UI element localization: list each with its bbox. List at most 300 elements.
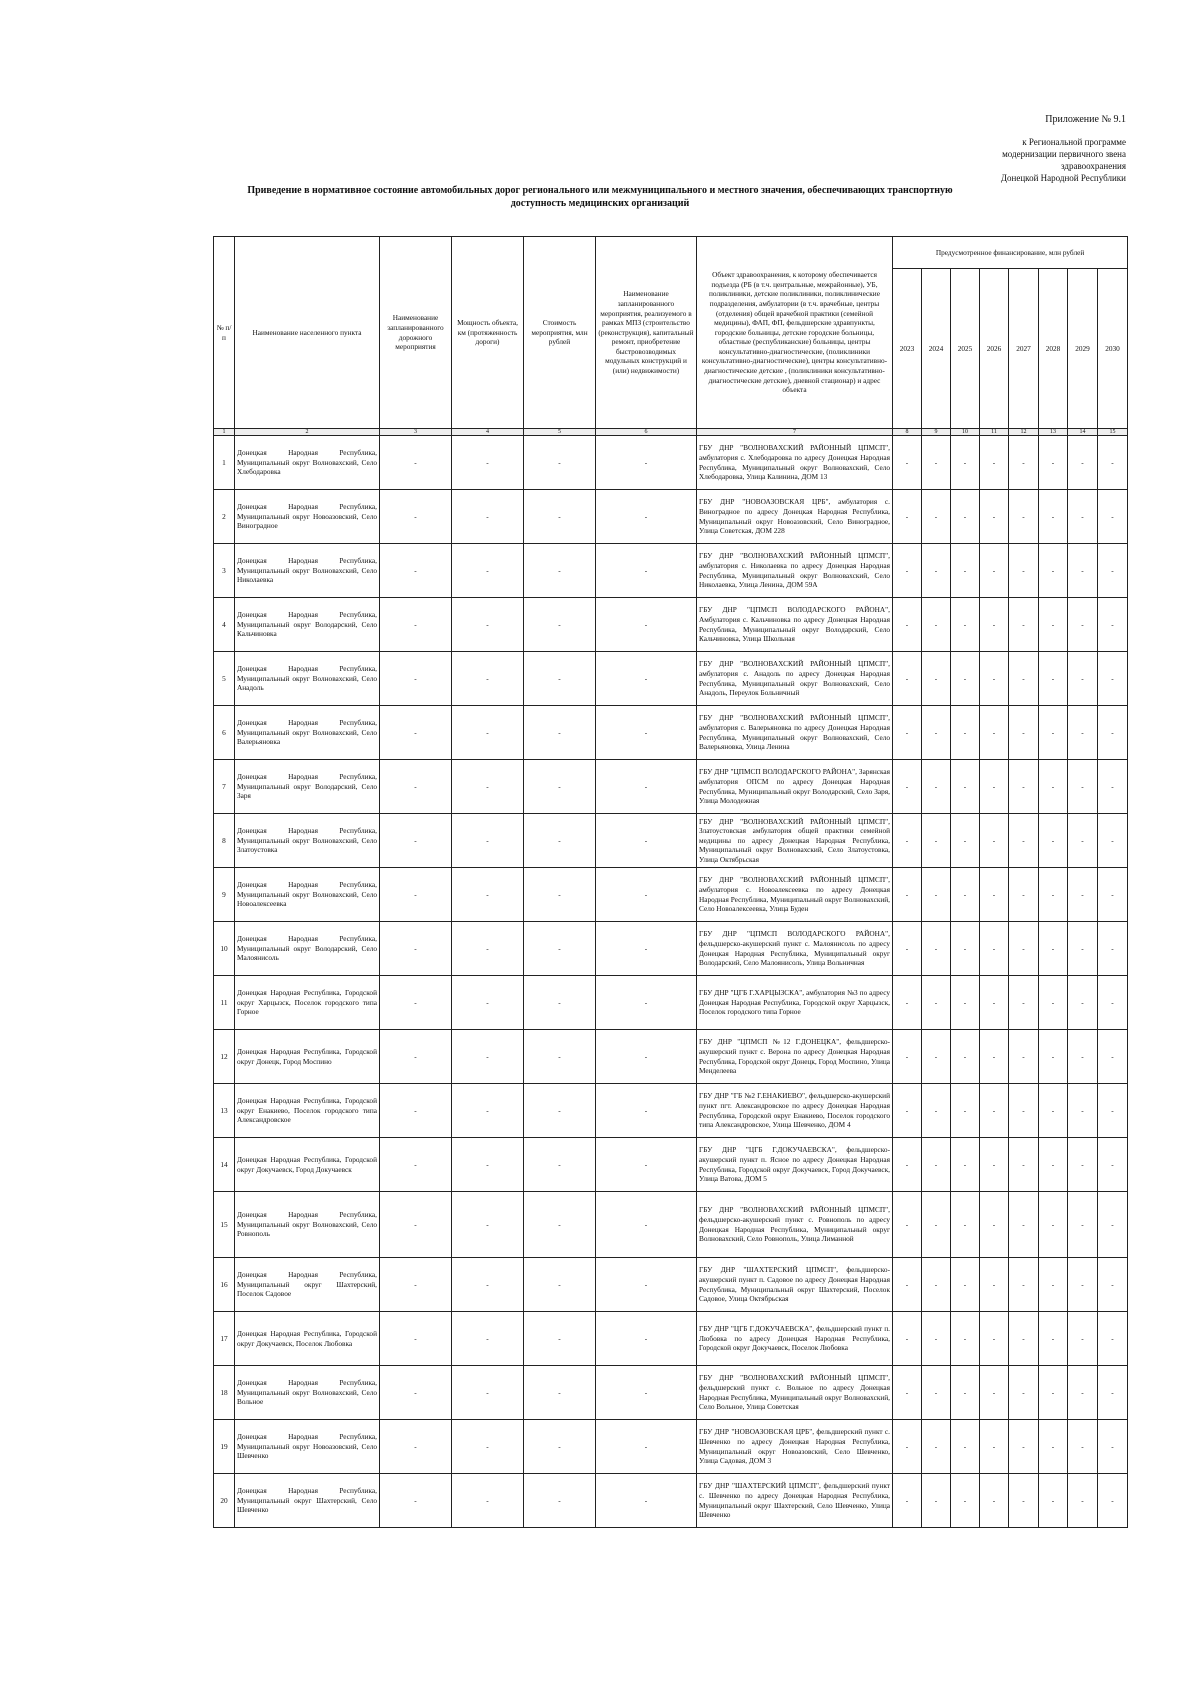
financing-cell: - (1009, 814, 1039, 868)
financing-cell: - (893, 436, 922, 490)
financing-cell: - (1039, 868, 1068, 922)
financing-cell: - (1098, 868, 1128, 922)
settlement-cell: Донецкая Народная Республика, Муниципальный округ Волновахский, Село Новоалексеевка (235, 868, 380, 922)
financing-cell: - (922, 490, 951, 544)
financing-cell: - (1068, 1030, 1098, 1084)
financing-cell: - (922, 1138, 951, 1192)
health-object-cell: ГБУ ДНР "ЦПМСП ВОЛОДАРСКОГО РАЙОНА", Зарянская амбулатория ОПСМ по адресу Донецкая Народная Республика, Муниципальный округ Володарский, Село Заря, Улица Молодежная (697, 760, 893, 814)
financing-cell: - (893, 814, 922, 868)
road-event-cell: - (380, 922, 452, 976)
table-row (214, 922, 1128, 976)
financing-cell: - (951, 922, 980, 976)
header-cost: Стоимость мероприятия, млн рублей (524, 237, 596, 429)
road-event-cell: - (380, 1474, 452, 1528)
financing-cell: - (893, 544, 922, 598)
capacity-cell: - (452, 922, 524, 976)
mpz-event-cell: - (596, 1420, 697, 1474)
column-number: 15 (1098, 429, 1128, 436)
financing-cell: - (1098, 1030, 1128, 1084)
financing-cell: - (951, 1138, 980, 1192)
table-row (214, 1366, 1128, 1420)
mpz-event-cell: - (596, 976, 697, 1030)
settlement-cell: Донецкая Народная Республика, Городской округ Докучаевск, Поселок Любовка (235, 1312, 380, 1366)
financing-cell: - (980, 1030, 1009, 1084)
road-event-cell: - (380, 814, 452, 868)
health-object-cell: ГБУ ДНР "ЦПМСП №12 Г.ДОНЕЦКА", фельдшерско-акушерский пункт с. Верона по адресу Донецкая Народная Республика, Городской округ Донецк, Город Моспино, Улица Менделеева (697, 1030, 893, 1084)
financing-cell: - (1039, 544, 1068, 598)
financing-cell: - (980, 490, 1009, 544)
financing-cell: - (1009, 1138, 1039, 1192)
column-number: 10 (951, 429, 980, 436)
financing-cell: - (951, 1474, 980, 1528)
appendix-line: к Региональной программе (1022, 137, 1126, 147)
row-number: 16 (214, 1258, 235, 1312)
financing-cell: - (951, 1258, 980, 1312)
financing-cell: - (1068, 436, 1098, 490)
capacity-cell: - (452, 706, 524, 760)
road-event-cell: - (380, 544, 452, 598)
financing-cell: - (1039, 436, 1068, 490)
health-object-cell: ГБУ ДНР "ВОЛНОВАХСКИЙ РАЙОННЫЙ ЦПМСП", фельдшерский пункт с. Вольное по адресу Донецкая Народная Республика, Муниципальный округ Волновахский, Село Вольное, Улица Советская (697, 1366, 893, 1420)
financing-cell: - (1068, 1192, 1098, 1258)
financing-cell: - (1068, 598, 1098, 652)
financing-cell: - (951, 1084, 980, 1138)
financing-cell: - (922, 544, 951, 598)
column-number: 2 (235, 429, 380, 436)
row-number: 19 (214, 1420, 235, 1474)
mpz-event-cell: - (596, 868, 697, 922)
financing-cell: - (893, 1030, 922, 1084)
table-row (214, 760, 1128, 814)
financing-cell: - (1098, 1192, 1128, 1258)
road-event-cell: - (380, 868, 452, 922)
financing-cell: - (1098, 598, 1128, 652)
financing-cell: - (1009, 598, 1039, 652)
mpz-event-cell: - (596, 1312, 697, 1366)
header-object: Объект здравоохранения, к которому обеспечивается подъезда (РБ (в т.ч. центральные, межрайонные), УБ, поликлиники, детские поликлиники, поликлинические подразделения, амбулатории (в т.ч. врачебные, центры (отделения) общей врачебной практики (семейной медицины), ФАП, ФП, фельдшерские здравпункты, городские больницы, детские городские больницы, областные (республиканские) больницы, центры консультативно-диагностические, (поликлиники консультативно-диагностические), центры консультативно-диагностические детские , (поликлиники консультативно-диагностические детские), дневной стационар) и адрес объекта (697, 237, 893, 429)
financing-cell: - (893, 1084, 922, 1138)
financing-cell: - (1068, 706, 1098, 760)
row-number: 14 (214, 1138, 235, 1192)
row-number: 6 (214, 706, 235, 760)
financing-cell: - (922, 1474, 951, 1528)
financing-cell: - (1039, 652, 1068, 706)
financing-cell: - (1009, 706, 1039, 760)
header-num: № п/п (214, 237, 235, 429)
financing-cell: - (1098, 1474, 1128, 1528)
health-object-cell: ГБУ ДНР "ВОЛНОВАХСКИЙ РАЙОННЫЙ ЦПМСП", амбулатория с. Анадоль по адресу Донецкая Народная Республика, Муниципальный округ Волновахский, Село Анадоль, Переулок Больничный (697, 652, 893, 706)
financing-cell: - (893, 1420, 922, 1474)
financing-cell: - (1068, 922, 1098, 976)
financing-cell: - (980, 922, 1009, 976)
cost-cell: - (524, 814, 596, 868)
settlement-cell: Донецкая Народная Республика, Муниципальный округ Володарский, Село Заря (235, 760, 380, 814)
financing-cell: - (893, 1474, 922, 1528)
column-number: 7 (697, 429, 893, 436)
financing-cell: - (1009, 1474, 1039, 1528)
financing-cell: - (1039, 760, 1068, 814)
financing-cell: - (1098, 1366, 1128, 1420)
financing-cell: - (951, 868, 980, 922)
financing-cell: - (1009, 868, 1039, 922)
road-event-cell: - (380, 1030, 452, 1084)
capacity-cell: - (452, 1030, 524, 1084)
financing-cell: - (1039, 1138, 1068, 1192)
financing-cell: - (1098, 1138, 1128, 1192)
financing-cell: - (1009, 922, 1039, 976)
health-object-cell: ГБУ ДНР "ВОЛНОВАХСКИЙ РАЙОННЫЙ ЦПМСП", амбулатория с. Хлебодаровка по адресу Донецкая Народная Республика, Муниципальный округ Волновахский, Село Хлебодаровка, Улица Калинина, ДОМ 13 (697, 436, 893, 490)
settlement-cell: Донецкая Народная Республика, Муниципальный округ Волновахский, Село Златоустовка (235, 814, 380, 868)
financing-cell: - (893, 1366, 922, 1420)
road-event-cell: - (380, 652, 452, 706)
mpz-event-cell: - (596, 1030, 697, 1084)
table-row (214, 490, 1128, 544)
settlement-cell: Донецкая Народная Республика, Муниципальный округ Волновахский, Село Вольное (235, 1366, 380, 1420)
health-object-cell: ГБУ ДНР "НОВОАЗОВСКАЯ ЦРБ", амбулатория с. Виноградное по адресу Донецкая Народная Республика, Муниципальный округ Новоазовский, Село Виноградное, Улица Советская, ДОМ 228 (697, 490, 893, 544)
financing-cell: - (980, 1258, 1009, 1312)
settlement-cell: Донецкая Народная Республика, Городской округ Донецк, Город Моспино (235, 1030, 380, 1084)
financing-cell: - (980, 1312, 1009, 1366)
row-number: 20 (214, 1474, 235, 1528)
financing-cell: - (1009, 490, 1039, 544)
row-number: 11 (214, 976, 235, 1030)
column-number: 12 (1009, 429, 1039, 436)
settlement-cell: Донецкая Народная Республика, Муниципальный округ Новоазовский, Село Виноградное (235, 490, 380, 544)
mpz-event-cell: - (596, 490, 697, 544)
row-number: 10 (214, 922, 235, 976)
financing-cell: - (980, 976, 1009, 1030)
settlement-cell: Донецкая Народная Республика, Городской округ Енакиево, Поселок городского типа Александровское (235, 1084, 380, 1138)
mpz-event-cell: - (596, 544, 697, 598)
column-number: 14 (1068, 429, 1098, 436)
financing-cell: - (1098, 1084, 1128, 1138)
header-road-event: Наименование запланированного дорожного мероприятия (380, 237, 452, 429)
financing-cell: - (951, 436, 980, 490)
financing-cell: - (893, 922, 922, 976)
header-year: 2026 (980, 269, 1009, 429)
header-financing: Предусмотренное финансирование, млн рублей (893, 237, 1128, 269)
financing-cell: - (980, 1138, 1009, 1192)
financing-cell: - (1098, 652, 1128, 706)
header-year: 2030 (1098, 269, 1128, 429)
capacity-cell: - (452, 652, 524, 706)
health-object-cell: ГБУ ДНР "ЦГБ Г.ДОКУЧАЕВСКА", фельдшерско-акушерский пункт п. Ясное по адресу Донецкая Народная Республика, Городской округ Докучаевск, Город Докучаевск, Улица Ватова, ДОМ 5 (697, 1138, 893, 1192)
table-row (214, 598, 1128, 652)
financing-cell: - (893, 1312, 922, 1366)
road-event-cell: - (380, 706, 452, 760)
financing-cell: - (980, 868, 1009, 922)
financing-cell: - (1039, 976, 1068, 1030)
health-object-cell: ГБУ ДНР "ВОЛНОВАХСКИЙ РАЙОННЫЙ ЦПМСП", амбулатория с. Новоалексеевка по адресу Донецкая Народная Республика, Муниципальный округ Волновахский, Село Новоалексеевка, Улица Буден (697, 868, 893, 922)
mpz-event-cell: - (596, 1138, 697, 1192)
header-year: 2029 (1068, 269, 1098, 429)
table-row (214, 652, 1128, 706)
table-row (214, 544, 1128, 598)
row-number: 2 (214, 490, 235, 544)
column-number: 8 (893, 429, 922, 436)
road-event-cell: - (380, 1258, 452, 1312)
financing-cell: - (951, 976, 980, 1030)
financing-cell: - (1098, 1312, 1128, 1366)
financing-cell: - (1009, 1030, 1039, 1084)
financing-cell: - (1009, 1420, 1039, 1474)
financing-cell: - (922, 1030, 951, 1084)
appendix-line: Донецкой Народной Республики (1000, 173, 1126, 183)
cost-cell: - (524, 490, 596, 544)
table-row (214, 436, 1128, 490)
financing-cell: - (1068, 976, 1098, 1030)
financing-cell: - (1098, 922, 1128, 976)
financing-cell: - (1098, 706, 1128, 760)
capacity-cell: - (452, 1084, 524, 1138)
cost-cell: - (524, 652, 596, 706)
row-number: 9 (214, 868, 235, 922)
settlement-cell: Донецкая Народная Республика, Муниципальный округ Володарский, Село Кальчиновка (235, 598, 380, 652)
column-number: 3 (380, 429, 452, 436)
financing-cell: - (893, 760, 922, 814)
mpz-event-cell: - (596, 1258, 697, 1312)
financing-cell: - (980, 1366, 1009, 1420)
mpz-event-cell: - (596, 1192, 697, 1258)
table-row (214, 1192, 1128, 1258)
financing-cell: - (1098, 976, 1128, 1030)
financing-cell: - (1039, 598, 1068, 652)
financing-cell: - (1039, 1474, 1068, 1528)
capacity-cell: - (452, 1192, 524, 1258)
financing-cell: - (1098, 436, 1128, 490)
header-year: 2023 (893, 269, 922, 429)
health-object-cell: ГБУ ДНР "ВОЛНОВАХСКИЙ РАЙОННЫЙ ЦПМСП", амбулатория с. Николаевка по адресу Донецкая Народная Республика, Муниципальный округ Волновахский, Село Николаевка, Улица Ленина, ДОМ 59А (697, 544, 893, 598)
financing-cell: - (922, 1084, 951, 1138)
capacity-cell: - (452, 1258, 524, 1312)
cost-cell: - (524, 436, 596, 490)
appendix-line: здравоохранения (1060, 161, 1126, 171)
mpz-event-cell: - (596, 814, 697, 868)
cost-cell: - (524, 1192, 596, 1258)
header-year: 2027 (1009, 269, 1039, 429)
financing-cell: - (893, 868, 922, 922)
capacity-cell: - (452, 1474, 524, 1528)
financing-cell: - (1098, 814, 1128, 868)
financing-cell: - (1068, 760, 1098, 814)
financing-cell: - (1009, 436, 1039, 490)
financing-cell: - (893, 1192, 922, 1258)
financing-cell: - (1068, 1366, 1098, 1420)
financing-cell: - (893, 706, 922, 760)
cost-cell: - (524, 1474, 596, 1528)
cost-cell: - (524, 1312, 596, 1366)
health-object-cell: ГБУ ДНР "ШАХТЕРСКИЙ ЦПМСП", фельдшерско-акушерский пункт п. Садовое по адресу Донецкая Народная Республика, Муниципальный округ Шахтерский, Поселок Садовое, Улица Октябрьская (697, 1258, 893, 1312)
financing-cell: - (980, 814, 1009, 868)
cost-cell: - (524, 1258, 596, 1312)
row-number: 15 (214, 1192, 235, 1258)
road-event-cell: - (380, 490, 452, 544)
financing-cell: - (1009, 760, 1039, 814)
cost-cell: - (524, 1084, 596, 1138)
financing-cell: - (980, 598, 1009, 652)
financing-cell: - (951, 814, 980, 868)
financing-cell: - (1068, 1420, 1098, 1474)
financing-cell: - (951, 760, 980, 814)
cost-cell: - (524, 1138, 596, 1192)
appendix-note (826, 114, 1126, 184)
health-object-cell: ГБУ ДНР "ШАХТЕРСКИЙ ЦПМСП", фельдшерский пункт с. Шевченко по адресу Донецкая Народная Республика, Муниципальный округ Шахтерский, Село Шевченко, Улица Шевченко (697, 1474, 893, 1528)
table-row (214, 1420, 1128, 1474)
column-number: 5 (524, 429, 596, 436)
financing-cell: - (1098, 1258, 1128, 1312)
settlement-cell: Донецкая Народная Республика, Муниципальный округ Шахтерский, Село Шевченко (235, 1474, 380, 1528)
financing-cell: - (1039, 1084, 1068, 1138)
financing-cell: - (1039, 490, 1068, 544)
table-row (214, 706, 1128, 760)
settlement-cell: Донецкая Народная Республика, Муниципальный округ Волновахский, Село Хлебодаровка (235, 436, 380, 490)
cost-cell: - (524, 1366, 596, 1420)
financing-cell: - (951, 544, 980, 598)
financing-cell: - (1009, 1084, 1039, 1138)
financing-cell: - (980, 1474, 1009, 1528)
financing-cell: - (1098, 490, 1128, 544)
financing-cell: - (893, 976, 922, 1030)
financing-cell: - (1098, 760, 1128, 814)
capacity-cell: - (452, 1312, 524, 1366)
financing-cell: - (980, 652, 1009, 706)
health-object-cell: ГБУ ДНР "ВОЛНОВАХСКИЙ РАЙОННЫЙ ЦПМСП", фельдшерско-акушерский пункт с. Ровнополь по адресу Донецкая Народная Республика, Муниципальный округ Волновахский, Село Ровнополь, Улица Лиманной (697, 1192, 893, 1258)
row-number: 3 (214, 544, 235, 598)
financing-cell: - (951, 1366, 980, 1420)
financing-cell: - (951, 652, 980, 706)
financing-cell: - (922, 1366, 951, 1420)
settlement-cell: Донецкая Народная Республика, Муниципальный округ Волновахский, Село Валерьяновка (235, 706, 380, 760)
financing-cell: - (951, 598, 980, 652)
mpz-event-cell: - (596, 706, 697, 760)
mpz-event-cell: - (596, 1084, 697, 1138)
financing-cell: - (1039, 1192, 1068, 1258)
cost-cell: - (524, 1420, 596, 1474)
capacity-cell: - (452, 1366, 524, 1420)
financing-cell: - (1009, 1366, 1039, 1420)
header-year: 2028 (1039, 269, 1068, 429)
road-event-cell: - (380, 1366, 452, 1420)
road-event-cell: - (380, 760, 452, 814)
financing-cell: - (951, 1420, 980, 1474)
financing-cell: - (922, 1420, 951, 1474)
financing-cell: - (1068, 868, 1098, 922)
financing-cell: - (1039, 1312, 1068, 1366)
health-object-cell: ГБУ ДНР "ЦПМСП ВОЛОДАРСКОГО РАЙОНА", фельдшерско-акушерский пункт с. Малоянисоль по адресу Донецкая Народная Республика, Муниципальный округ Володарский, Село Малоянисоль, Улица Вольничная (697, 922, 893, 976)
financing-cell: - (1039, 922, 1068, 976)
capacity-cell: - (452, 760, 524, 814)
financing-cell: - (1039, 1258, 1068, 1312)
financing-cell: - (1009, 1312, 1039, 1366)
capacity-cell: - (452, 814, 524, 868)
financing-cell: - (980, 706, 1009, 760)
table-body (214, 436, 1128, 1528)
capacity-cell: - (452, 490, 524, 544)
financing-cell: - (922, 436, 951, 490)
financing-cell: - (893, 490, 922, 544)
row-number: 4 (214, 598, 235, 652)
table-row (214, 1084, 1128, 1138)
settlement-cell: Донецкая Народная Республика, Городской округ Харцызск, Поселок городского типа Горное (235, 976, 380, 1030)
mpz-event-cell: - (596, 598, 697, 652)
financing-cell: - (922, 976, 951, 1030)
capacity-cell: - (452, 436, 524, 490)
capacity-cell: - (452, 868, 524, 922)
capacity-cell: - (452, 544, 524, 598)
appendix-title: Приложение № 9.1 (1045, 114, 1126, 125)
document-title: Приведение в нормативное состояние автомобильных дорог регионального или межмуниципального и местного значения, обеспечивающих транспортную доступность медицинских организаций (247, 185, 953, 209)
table-row (214, 1138, 1128, 1192)
health-object-cell: ГБУ ДНР "ЦПМСП ВОЛОДАРСКОГО РАЙОНА", Амбулатория с. Кальчиновка по адресу Донецкая Народная Республика, Муниципальный округ Володарский, Село Кальчиновка, Улица Школьная (697, 598, 893, 652)
financing-cell: - (922, 1258, 951, 1312)
health-object-cell: ГБУ ДНР "НОВОАЗОВСКАЯ ЦРБ", фельдшерский пункт с. Шевченко по адресу Донецкая Народная Республика, Муниципальный округ Новоазовский, Село Шевченко, Улица Садовая, ДОМ 3 (697, 1420, 893, 1474)
financing-cell: - (1098, 544, 1128, 598)
row-number: 18 (214, 1366, 235, 1420)
financing-cell: - (1068, 1138, 1098, 1192)
row-number: 1 (214, 436, 235, 490)
settlement-cell: Донецкая Народная Республика, Муниципальный округ Волновахский, Село Николаевка (235, 544, 380, 598)
mpz-event-cell: - (596, 922, 697, 976)
financing-cell: - (1068, 1084, 1098, 1138)
cost-cell: - (524, 1030, 596, 1084)
column-number: 4 (452, 429, 524, 436)
capacity-cell: - (452, 1138, 524, 1192)
health-object-cell: ГБУ ДНР "ВОЛНОВАХСКИЙ РАЙОННЫЙ ЦПМСП", амбулатория с. Валерьяновка по адресу Донецкая Народная Республика, Муниципальный округ Волновахский, Село Валерьяновка, Улица Ленина (697, 706, 893, 760)
financing-cell: - (1009, 652, 1039, 706)
financing-cell: - (1009, 1258, 1039, 1312)
financing-cell: - (951, 1030, 980, 1084)
table-row (214, 1030, 1128, 1084)
road-event-cell: - (380, 1192, 452, 1258)
column-number: 1 (214, 429, 235, 436)
cost-cell: - (524, 598, 596, 652)
financing-cell: - (1009, 976, 1039, 1030)
health-object-cell: ГБУ ДНР "ВОЛНОВАХСКИЙ РАЙОННЫЙ ЦПМСП", Златоустовская амбулатория общей практики семейной медицины по адресу Донецкая Народная Республика, Муниципальный округ Волновахский, Село Златоустовка, Улица Октябрьская (697, 814, 893, 868)
financing-cell: - (980, 1192, 1009, 1258)
roads-table (213, 236, 1128, 1528)
mpz-event-cell: - (596, 1366, 697, 1420)
financing-cell: - (951, 1192, 980, 1258)
header-year: 2024 (922, 269, 951, 429)
cost-cell: - (524, 760, 596, 814)
cost-cell: - (524, 922, 596, 976)
financing-cell: - (980, 1420, 1009, 1474)
financing-cell: - (922, 922, 951, 976)
row-number: 7 (214, 760, 235, 814)
row-number: 13 (214, 1084, 235, 1138)
mpz-event-cell: - (596, 652, 697, 706)
financing-cell: - (922, 598, 951, 652)
table-row (214, 1474, 1128, 1528)
financing-cell: - (922, 868, 951, 922)
financing-cell: - (922, 652, 951, 706)
financing-cell: - (1039, 1420, 1068, 1474)
financing-cell: - (951, 1312, 980, 1366)
column-number-row (214, 429, 1128, 436)
financing-cell: - (980, 544, 1009, 598)
health-object-cell: ГБУ ДНР "ЦГБ Г.ХАРЦЫЗСКА", амбулатория №3 по адресу Донецкая Народная Республика, Городской округ Харцызск, Поселок городского типа Горное (697, 976, 893, 1030)
table-row (214, 1258, 1128, 1312)
road-event-cell: - (380, 1138, 452, 1192)
financing-cell: - (1068, 544, 1098, 598)
table-row (214, 814, 1128, 868)
mpz-event-cell: - (596, 760, 697, 814)
settlement-cell: Донецкая Народная Республика, Муниципальный округ Шахтерский, Поселок Садовое (235, 1258, 380, 1312)
financing-cell: - (980, 760, 1009, 814)
settlement-cell: Донецкая Народная Республика, Муниципальный округ Волновахский, Село Ровнополь (235, 1192, 380, 1258)
financing-cell: - (1068, 490, 1098, 544)
cost-cell: - (524, 868, 596, 922)
